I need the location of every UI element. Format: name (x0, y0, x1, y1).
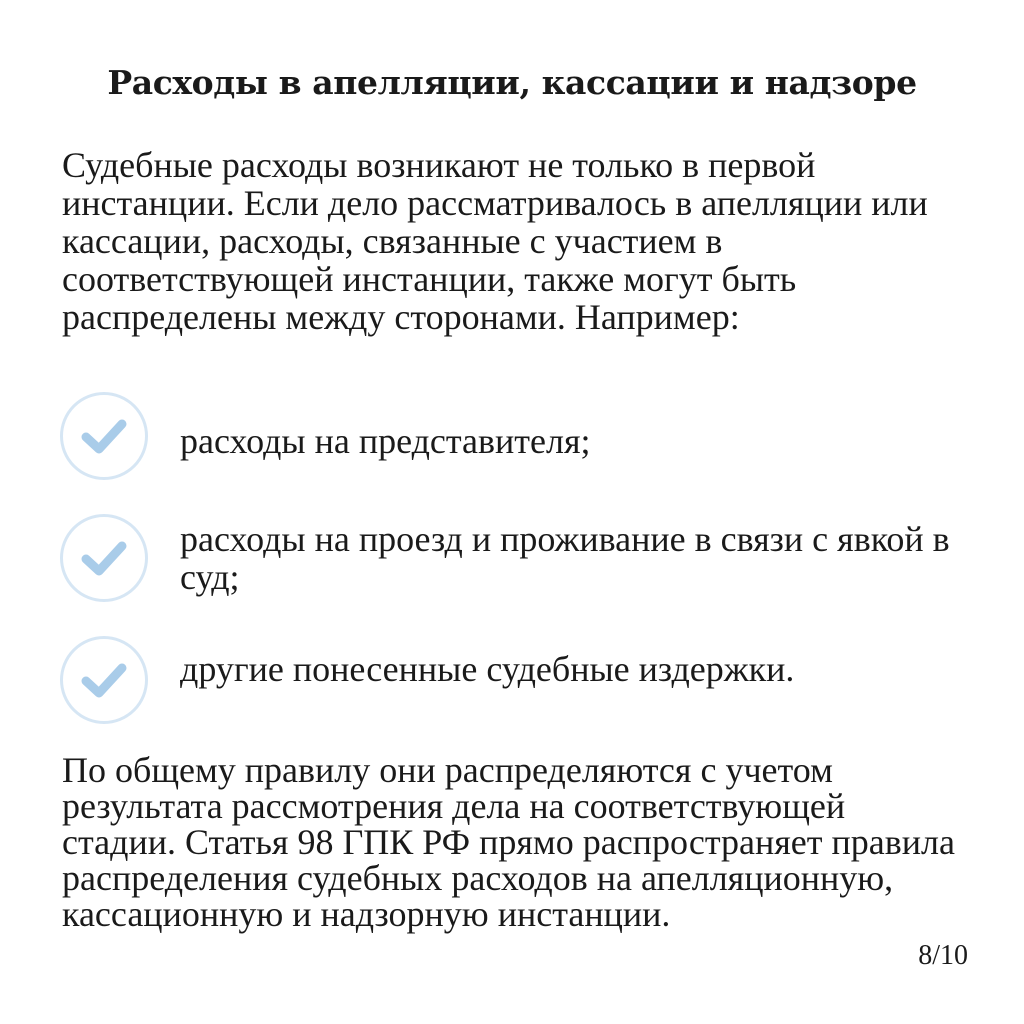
intro-paragraph: Судебные расходы возникают не только в первой инстанции. Если дело рассматривалось в апелляции или кассации, расходы, связанные с участием в соответствующей инстанции, также могут быть распределены между сторонами. Например: (62, 145, 928, 337)
check-circle-icon (60, 636, 148, 724)
page-title: Расходы в апелляции, кассации и надзоре (107, 63, 917, 102)
list-item (60, 514, 964, 602)
list-item-text: другие понесенные судебные издержки. (180, 649, 795, 689)
check-circle-icon (60, 514, 148, 602)
list-item-text: расходы на проезд и проживание в связи с явкой в суд; (180, 519, 950, 597)
list-item-text: расходы на представителя; (180, 421, 591, 461)
conclusion-paragraph: По общему правилу они распределяются с учетом результата рассмотрения дела на соответствующей стадии. Статья 98 ГПК РФ прямо распространяет правила распределения судебных расходов на апелляционную, кассационную и надзорную инстанции. (62, 750, 955, 934)
list-item (60, 636, 964, 724)
list-item (60, 392, 964, 480)
check-circle-icon (60, 392, 148, 480)
page-number: 8/10 (918, 940, 968, 971)
